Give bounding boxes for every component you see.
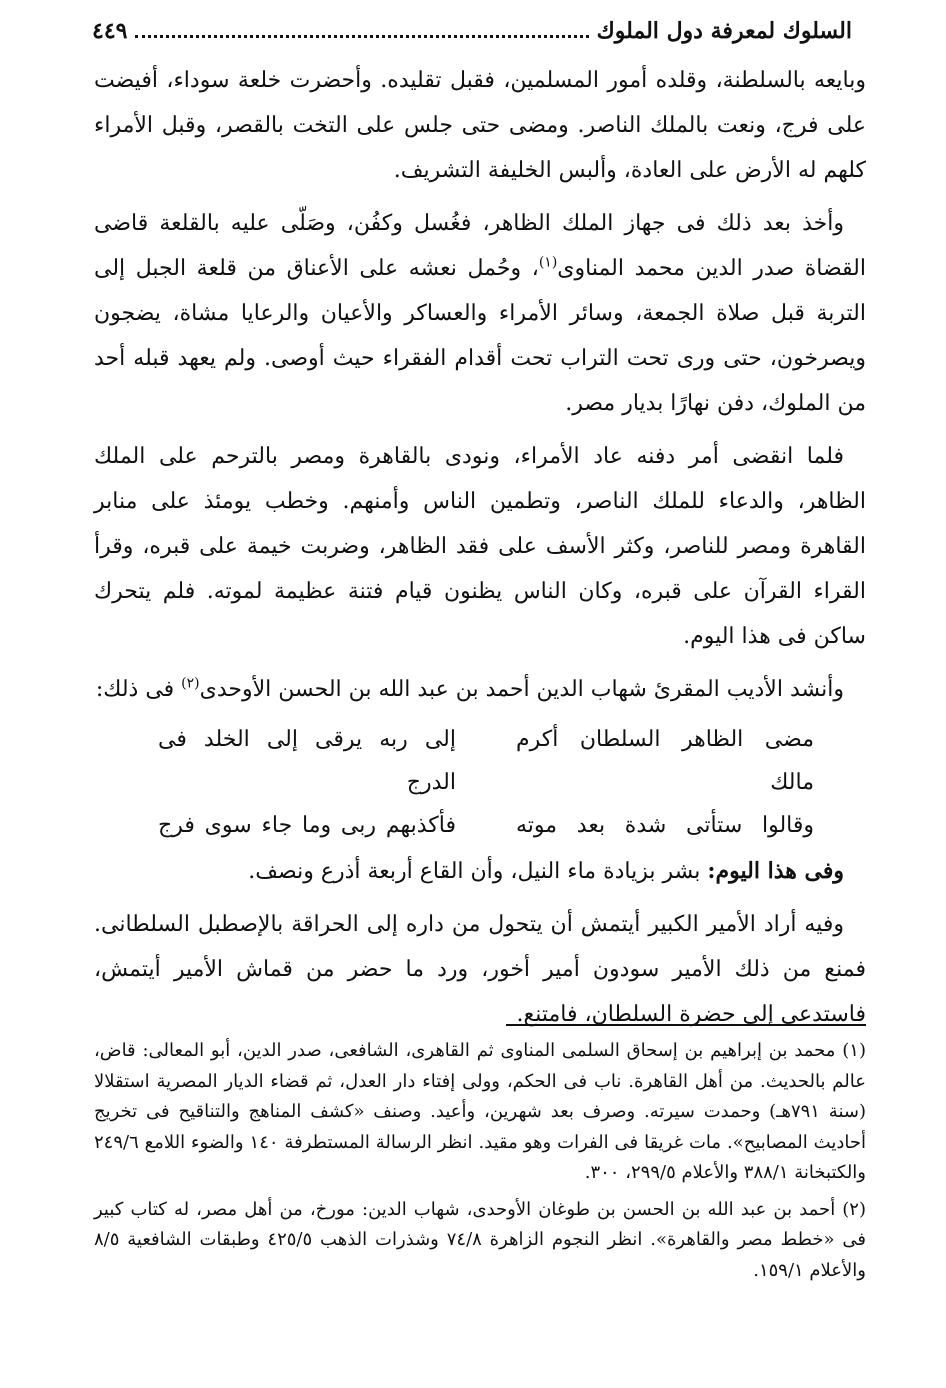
footnotes <box>94 1036 866 1292</box>
day-entry-text: بشر بزيادة ماء النيل، وأن القاع أربعة أذرع ونصف. <box>248 859 708 884</box>
final-paragraph: وفيه أراد الأمير الكبير أيتمش أن يتحول من داره إلى الحراقة بالإصطبل السلطانى. فمنع من ذلك الأمير سودون أمير أخور، ورد ما حضر من قماش الأمير أيتمش، فاستدعى إلى حضرة السلطان، فامتنع. <box>94 912 866 1027</box>
paragraph-1: وبايعه بالسلطنة، وقلده أمور المسلمين، فقبل تقليده. وأحضرت خلعة سوداء، أفيضت على فرج، ونعت بالملك الناصر. ومضى حتى جلس على التخت بالقصر، وقبل الأمراء كلهم له الأرض على العادة، وألبس الخليفة التشريف. <box>94 68 866 183</box>
paragraph-2-text-b: ، وحُمل نعشه على الأعناق من قلعة الجبل إلى التربة قبل صلاة الجمعة، وسائر الأمراء والعساكر والأعيان والرعايا مشاة، يضجون ويصرخون، حتى ورى تحت التراب تحت أقدام الفقراء حيث أوصى. ولم يعهد قبله أحد من الملوك، دفن نهارًا بديار مصر. <box>94 256 866 416</box>
paragraph-3: فلما انقضى أمر دفنه عاد الأمراء، ونودى بالقاهرة ومصر بالترحم على الملك الظاهر، والدعاء للملك الناصر، وتطمين الناس وأمنهم. وخطب يومئذ على منابر القاهرة ومصر للناصر، وكثر الأسف على فقد الظاهر، وضربت خيمة على قبره، وقرأ القراء القرآن على قبره، وكان الناس يظنون قيام فتنة عظيمة لموته. فلم يتحرك ساكن فى هذا اليوم. <box>94 444 866 649</box>
verse-2-second-hemistich: فأكذبهم ربى وما جاء سوى فرج <box>158 813 456 838</box>
book-title: السلوك لمعرفة دول الملوك <box>596 18 852 44</box>
main-text <box>94 58 866 1037</box>
paragraph-4-text-a: وأنشد الأديب المقرئ شهاب الدين أحمد بن عبد الله بن الحسن الأوحدى <box>199 677 844 702</box>
paragraph-2-text-a: وأخذ بعد ذلك فى جهاز الملك الظاهر، فغُسل وكفُن، وصَلّى عليه بالقلعة قاضى القضاة صدر الدين محمد المناوى <box>94 211 866 281</box>
paragraph-2 <box>94 201 866 426</box>
running-header <box>92 14 852 48</box>
page-number: ٤٤٩ <box>92 18 128 44</box>
verse-1-second-hemistich: إلى ربه يرقى إلى الخلد فى الدرج <box>158 727 456 795</box>
paragraph-4 <box>94 667 866 712</box>
paragraph-4-text-b: فى ذلك: <box>95 677 182 702</box>
leader-dots <box>135 35 588 38</box>
day-entry-lead: وفى هذا اليوم: <box>707 858 844 884</box>
footnote-ref-2: (٢) <box>181 675 200 692</box>
footnote-1: (١) محمد بن إبراهيم بن إسحاق السلمى المناوى ثم القاهرى، الشافعى، صدر الدين، أبو المعالى: قاض، عالم بالحديث. من أهل القاهرة. ناب فى الحكم، وولى إفتاء دار العدل، ثم قضاء الديار المصرية استقلالا (سنة ٧٩١هـ) وحمدت سيرته. وصرف بعد شهرين، وأعيد. وصنف «كشف المناهج والتناقيح فى تخريج أحاديث المصابيح». مات غريقا فى الفرات وهو مقيد. انظر الرسالة المستطرفة ١٤٠ والضوء اللامع ٢٤٩/٦ والكتبخانة ٣٨٨/١ والأعلام ٢٩٩/٥، ٣٠٠. <box>94 1040 866 1183</box>
poem <box>158 718 814 847</box>
verse-2-first-hemistich: وقالوا ستأتى شدة بعد موته <box>516 813 814 838</box>
day-entry <box>94 849 866 894</box>
verse-1-first-hemistich: مضى الظاهر السلطان أكرم مالك <box>516 727 814 795</box>
footnote-ref-1: (١) <box>538 254 558 271</box>
footnote-separator <box>506 1024 866 1026</box>
footnote-2: (٢) أحمد بن عبد الله بن الحسن بن طوغان الأوحدى، شهاب الدين: مورخ، من أهل مصر، له كتاب كبير فى «خطط مصر والقاهرة». انظر النجوم الزاهرة ٧٤/٨ وشذرات الذهب ٤٢٥/٥ وطبقات الشافعية ٨/٥ والأعلام ١٥٩/١. <box>94 1198 866 1281</box>
